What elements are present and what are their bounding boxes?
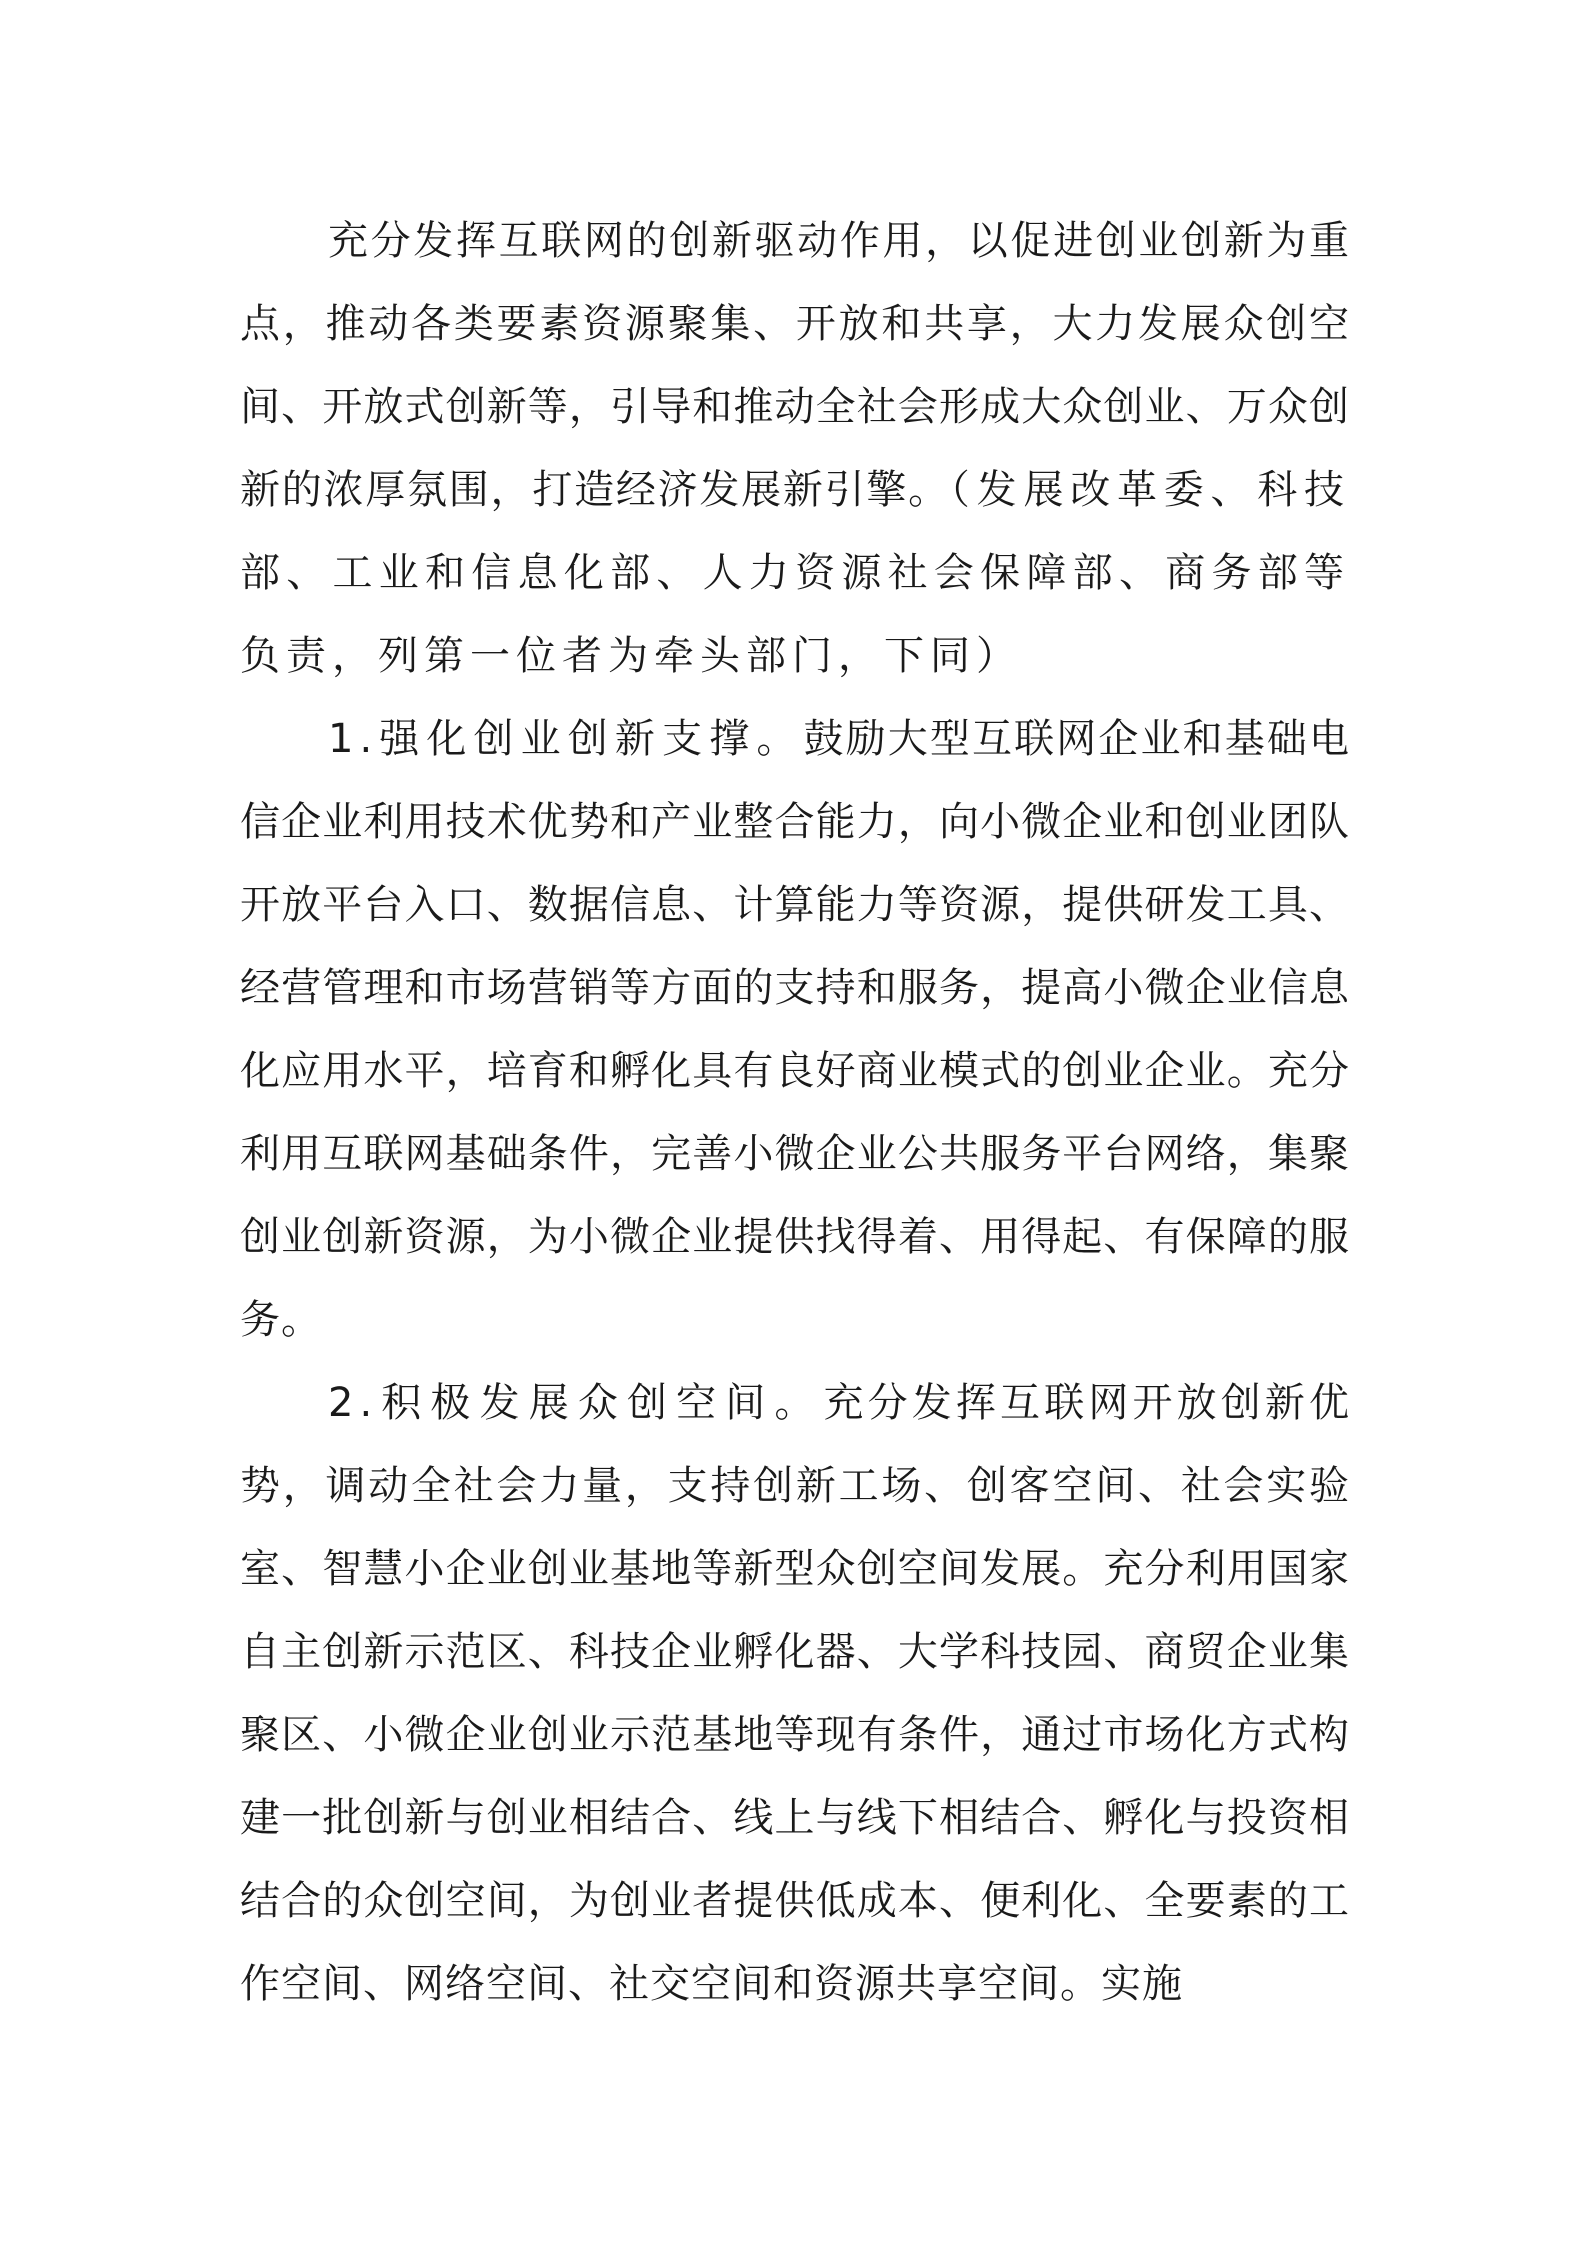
document-body [240,200,1350,2026]
paragraph-item-1 [240,698,1350,1362]
item-1-heading: 1.强化创业创新支撑。 [328,716,804,762]
paragraph-intro [240,200,1350,698]
item-2-text: 充分发挥互联网开放创新优势，调动全社会力量，支持创新工场、创客空间、社会实验室、智慧小企业创业基地等新型众创空间发展。充分利用国家自主创新示范区、科技企业孵化器、大学科技园、商贸企业集聚区、小微企业创业示范基地等现有条件，通过市场化方式构建一批创新与创业相结合、线上与线下相结合、孵化与投资相结合的众创空间，为创业者提供低成本、便利化、全要素的工作空间、网络空间、社交空间和资源共享空间。实施 [240,1380,1350,2007]
paragraph-intro-text: 充分发挥互联网的创新驱动作用，以促进创业创新为重点，推动各类要素资源聚集、开放和共享，大力发展众创空间、开放式创新等，引导和推动全社会形成大众创业、万众创新的浓厚氛围，打造经济发展新引擎。 [240,218,1350,513]
paragraph-intro-note: （发展改革委、科技部、工业和信息化部、人力资源社会保障部、商务部等负责，列第一位者为牵头部门，下同） [240,467,1351,679]
paragraph-item-2 [240,1362,1350,2026]
item-1-text: 鼓励大型互联网企业和基础电信企业利用技术优势和产业整合能力，向小微企业和创业团队开放平台入口、数据信息、计算能力等资源，提供研发工具、经营管理和市场营销等方面的支持和服务，提高小微企业信息化应用水平，培育和孵化具有良好商业模式的创业企业。充分利用互联网基础条件，完善小微企业公共服务平台网络，集聚创业创新资源，为小微企业提供找得着、用得起、有保障的服务。 [240,716,1350,1343]
item-2-heading: 2.积极发展众创空间。 [328,1380,824,1426]
